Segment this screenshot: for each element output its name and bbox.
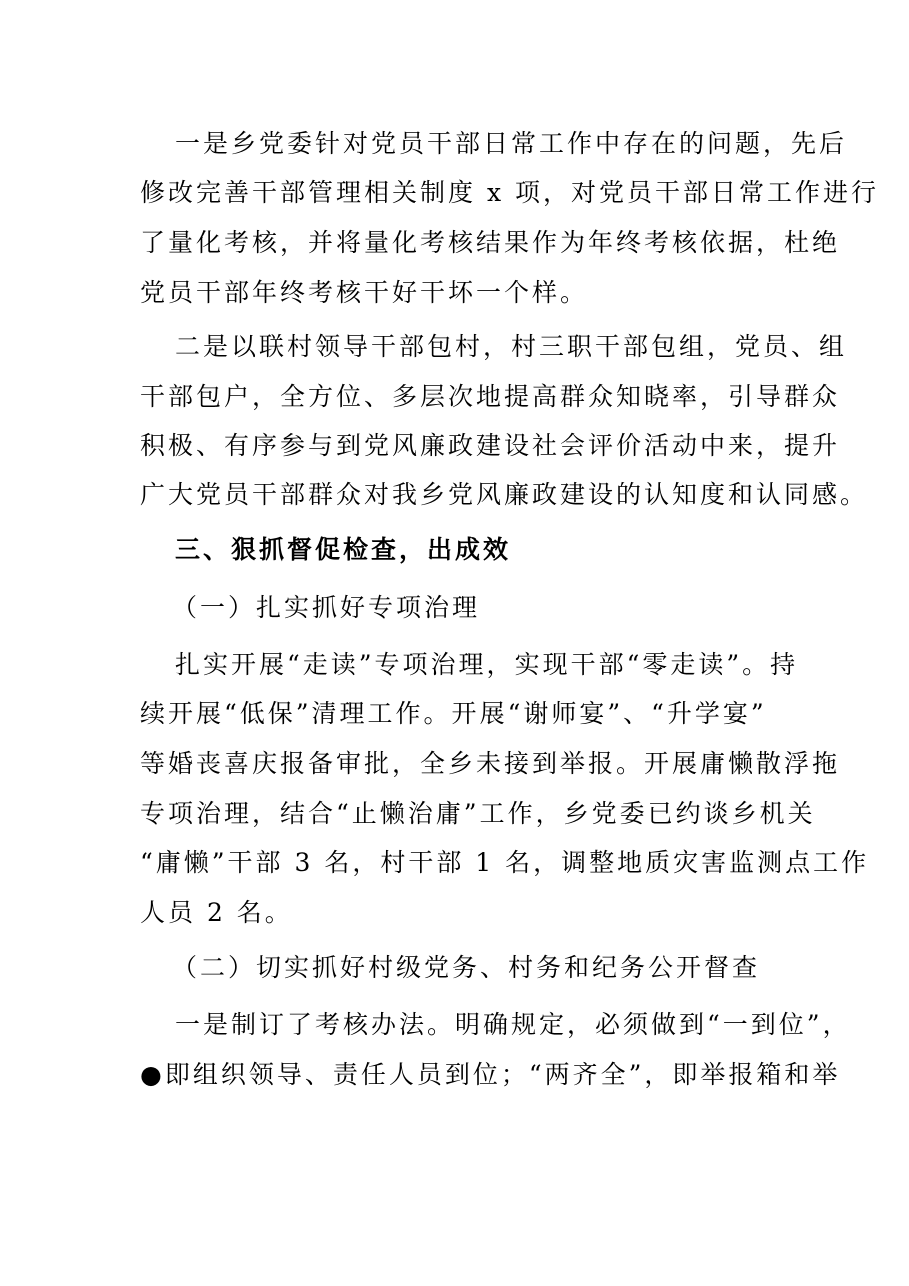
paragraph-line: 专项治理，结合“止懒治庸”工作，乡党委已约谈乡机关 — [140, 799, 816, 828]
paragraph-line: 了量化考核，并将量化考核结果作为年终考核依据，杜绝 — [140, 228, 841, 257]
paragraph-line: ●即组织领导、责任人员到位；“两齐全”，即举报箱和举 — [140, 1060, 841, 1089]
paragraph-line: 一是制订了考核办法。明确规定，必须做到“一到位”， — [175, 1010, 851, 1039]
paragraph-line: 二是以联村领导干部包村，村三职干部包组，党员、组 — [175, 332, 848, 361]
paragraph-line: 扎实开展“走读”专项治理，实现干部“零走读”。持 — [175, 650, 799, 679]
section-heading: 三、狠抓督促检查，出成效 — [175, 535, 512, 564]
paragraph-line: “庸懒”干部 3 名，村干部 1 名，调整地质灾害监测点工作 — [140, 848, 870, 877]
subheading: （一）扎实抓好专项治理 — [172, 593, 481, 622]
paragraph-line: 一是乡党委针对党员干部日常工作中存在的问题，先后 — [175, 129, 848, 158]
paragraph-line: 人员 2 名。 — [140, 898, 293, 927]
paragraph-line: 修改完善干部管理相关制度 x 项，对党员干部日常工作进行 — [140, 178, 879, 207]
paragraph-line: 积极、有序参与到党风廉政建设社会评价活动中来，提升 — [140, 431, 841, 460]
paragraph-line: 广大党员干部群众对我乡党风廉政建设的认知度和认同感。 — [140, 480, 869, 509]
paragraph-line: 干部包户，全方位、多层次地提高群众知晓率，引导群众 — [140, 382, 841, 411]
subheading: （二）切实抓好村级党务、村务和纪务公开督查 — [172, 953, 761, 982]
paragraph-line: 续开展“低保”清理工作。开展“谢师宴”、“升学宴” — [140, 699, 767, 728]
paragraph-line: 等婚丧喜庆报备审批，全乡未接到举报。开展庸懒散浮拖 — [140, 749, 841, 778]
paragraph-line: 党员干部年终考核干好干坏一个样。 — [140, 278, 589, 307]
